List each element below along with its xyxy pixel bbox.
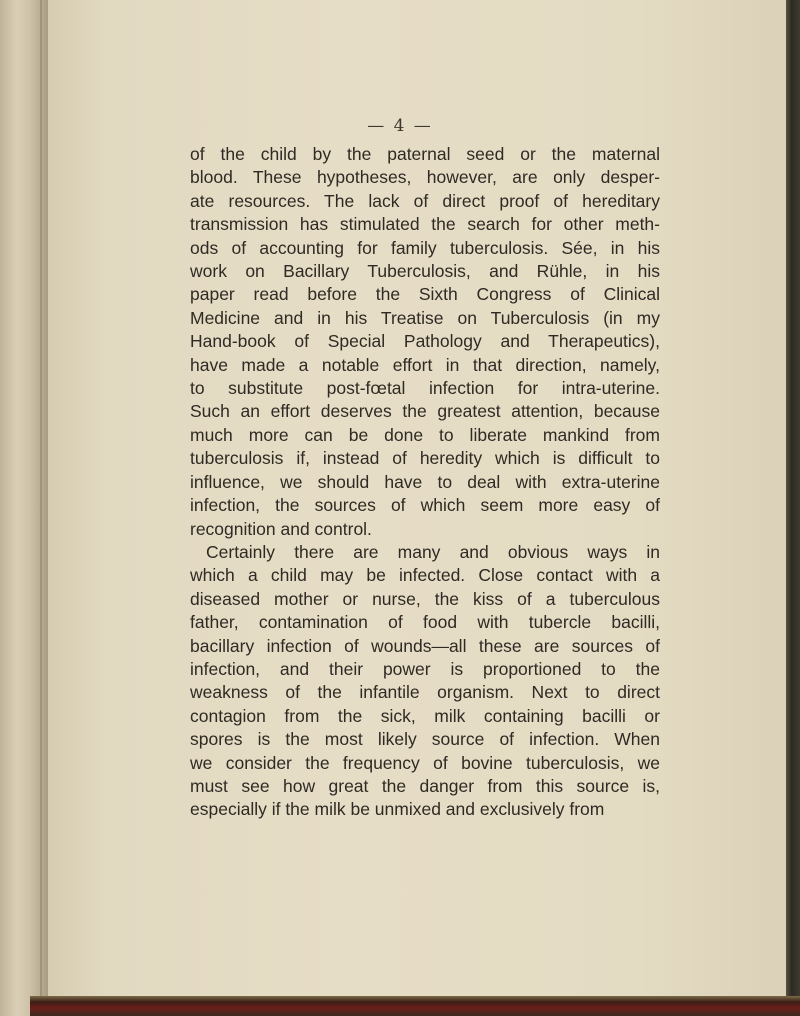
text-line: transmission has stimulated the search for other meth- (190, 214, 660, 235)
body-text (190, 143, 660, 822)
text-line: diseased mother or nurse, the kiss of a tuberculous (190, 588, 660, 609)
text-line: of the child by the paternal seed or the maternal (190, 144, 660, 164)
text-line: work on Bacillary Tuberculosis, and Rühle, in his (190, 261, 660, 282)
text-line: especially if the milk be unmixed and exclusively from (190, 799, 605, 820)
text-line: tuberculosis if, instead of heredity which is difficult to (190, 448, 660, 469)
text-line: father, contamination of food with tubercle bacilli, (190, 612, 660, 633)
text-line: ate resources. The lack of direct proof of hereditary (190, 190, 660, 211)
text-line: have made a notable effort in that direction, namely, (190, 354, 660, 375)
text-line: recognition and control. (190, 518, 372, 539)
text-line: infection, the sources of which seem more easy of (190, 495, 660, 516)
page-number: — 4 — (367, 116, 433, 136)
text-line: infection, and their power is proportioned to the (190, 658, 660, 679)
text-line: influence, we should have to deal with extra-uterine (190, 471, 660, 492)
text-line: contagion from the sick, milk containing bacilli or (190, 705, 660, 726)
text-line: which a child may be infected. Close contact with a (190, 565, 660, 586)
text-line: we consider the frequency of bovine tuberculosis, we (190, 752, 660, 773)
book-cover-bottom-edge (30, 996, 800, 1016)
text-line: spores is the most likely source of infection. When (190, 729, 660, 750)
page-right-edge (786, 0, 800, 1016)
text-line: Certainly there are many and obvious ways in (206, 541, 660, 562)
text-line: Medicine and in his Treatise on Tuberculosis (in my (190, 307, 660, 328)
text-line: much more can be done to liberate mankind from (190, 424, 660, 445)
text-line: bacillary infection of wounds—all these are sources of (190, 635, 660, 656)
gutter-fold-line (40, 0, 42, 1016)
text-line: weakness of the infantile organism. Next to direct (190, 682, 660, 703)
text-line: to substitute post-fœtal infection for intra-uterine. (190, 378, 660, 399)
text-line: Hand-book of Special Pathology and Therapeutics), (190, 331, 660, 352)
text-line: paper read before the Sixth Congress of Clinical (190, 284, 660, 305)
text-line: must see how great the danger from this source is, (190, 775, 660, 796)
text-line: Such an effort deserves the greatest attention, because (190, 401, 660, 422)
text-line: blood. These hypotheses, however, are only desper- (190, 167, 660, 188)
text-line: ods of accounting for family tuberculosis. Sée, in his (190, 237, 660, 258)
